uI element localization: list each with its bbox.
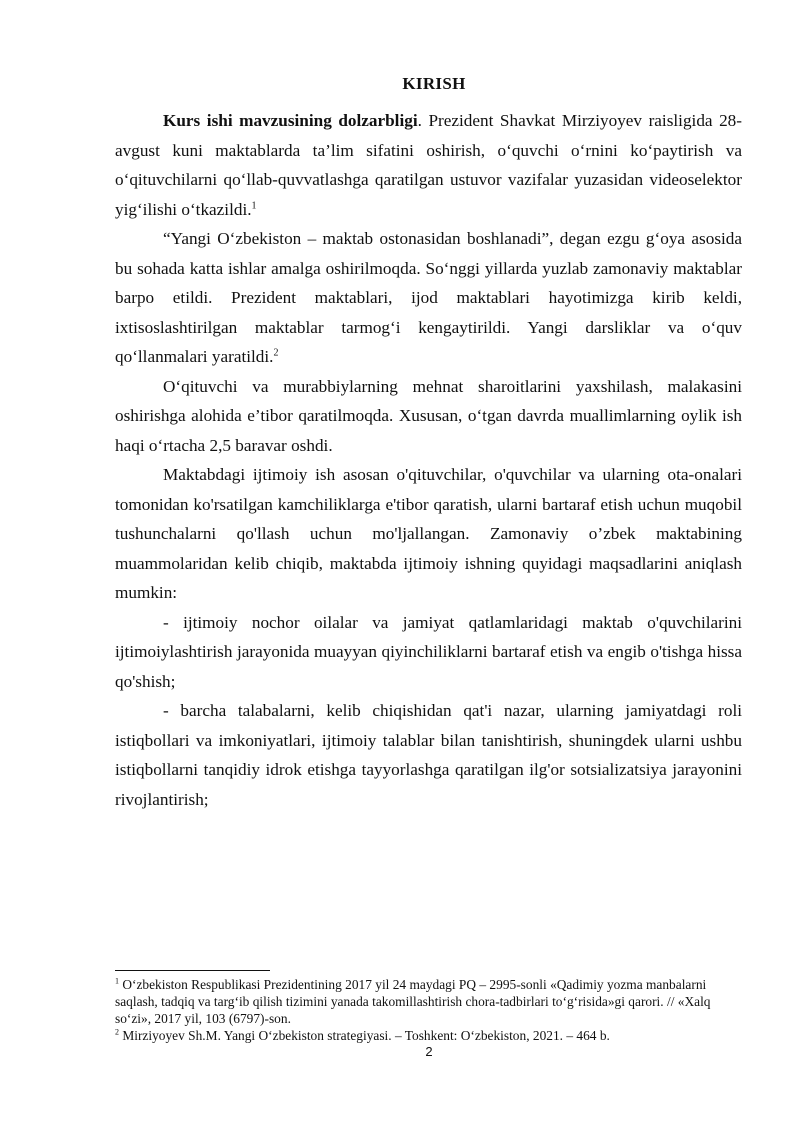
body-text [115,106,742,814]
footnote-mark: 2 [115,1027,119,1037]
list-item [115,608,742,697]
footnote [115,1027,715,1044]
footnote-ref[interactable]: 2 [273,347,279,359]
paragraph-text: . Prezident Shavkat Mirziyoyev raisligida 28-avgust kuni maktablarda ta’lim sifatini oshirish, o‘quvchi o‘rnini ko‘paytirish va o‘qituvchilarni qo‘llab-quvvatlashga qaratilgan ustuvor vazifalar yuzasidan videoselektor yig‘ilishi o‘tkazildi. [115,111,742,219]
paragraph-teachers [115,372,742,461]
paragraph-social-work [115,460,742,608]
paragraph-lead: Kurs ishi mavzusining dolzarbligi [163,111,418,130]
footnotes [115,976,715,1044]
paragraph-text: O‘qituvchi va murabbiylarning mehnat sharoitlarini yaxshilash, malakasini oshirishga alohida e’tibor qaratilmoqda. Xususan, o‘tgan davrda muallimlarning oylik ish haqi o‘rtacha 2,5 baravar oshdi. [115,376,742,455]
paragraph-text: - barcha talabalarni, kelib chiqishidan qat'i nazar, ularning jamiyatdagi roli istiqbollari va imkoniyatlari, ijtimoiy talablar bilan tanishtirish, shuningdek ularni ushbu istiqbollarni tanqidiy idrok etishga tayyorlashga qaratilgan ilg'or sotsializatsiya jarayonini rivojlantirish; [115,701,742,809]
paragraph-text: Maktabdagi ijtimoiy ish asosan o'qituvchilar, o'quvchilar va ularning ota-onalari tomonidan ko'rsatilgan kamchiliklarga e'tibor qaratish, ularni bartaraf etish uchun muqobil tushunchalarni qo'llash uchun mo'ljallangan. Zamonaviy o’zbek maktabining muammolaridan kelib chiqib, maktabda ijtimoiy ishning quyidagi maqsadlarini aniqlash mumkin: [115,465,742,602]
paragraph-new-uzbekistan [115,224,742,372]
footnote-text: Mirziyoyev Sh.M. Yangi O‘zbekiston strategiyasi. – Toshkent: O‘zbekiston, 2021. – 464 b. [119,1028,610,1043]
list-item [115,696,742,814]
paragraph-text: “Yangi O‘zbekiston – maktab ostonasidan boshlanadi”, degan ezgu g‘oya asosida bu sohada katta ishlar amalga oshirilmoqda. So‘nggi yillarda yuzlab zamonaviy maktablar barpo etildi. Prezident maktablari, ijod maktablari hayotimizga kirib keldi, ixtisoslashtirilgan maktablar tarmog‘i kengaytirildi. Yangi darsliklar va o‘quv qo‘llanmalari yaratildi. [115,229,742,366]
footnote-ref[interactable]: 1 [251,199,257,211]
paragraph-text: - ijtimoiy nochor oilalar va jamiyat qatlamlaridagi maktab o'quvchilarini ijtimoiylashtirish jarayonida muayyan qiyinchiliklarni bartaraf etish va engib o'tishga hissa qo'shish; [115,612,742,691]
footnote-divider [115,970,270,971]
paragraph-relevance [115,106,742,224]
footnote-mark: 1 [115,976,119,986]
section-heading: KIRISH [402,74,466,93]
footnote [115,976,715,1027]
page-number: 2 [425,1044,433,1059]
footnote-text: O‘zbekiston Respublikasi Prezidentining 2017 yil 24 maydagi PQ – 2995-sonli «Qadimiy yozma manbalarni saqlash, tadqiq va targ‘ib qilish tizimini yanada takomillashtirish chora-tadbirlari to‘g‘risida»gi qarori. // «Xalq so‘zi», 2017 yil, 103 (6797)-son. [115,977,711,1026]
